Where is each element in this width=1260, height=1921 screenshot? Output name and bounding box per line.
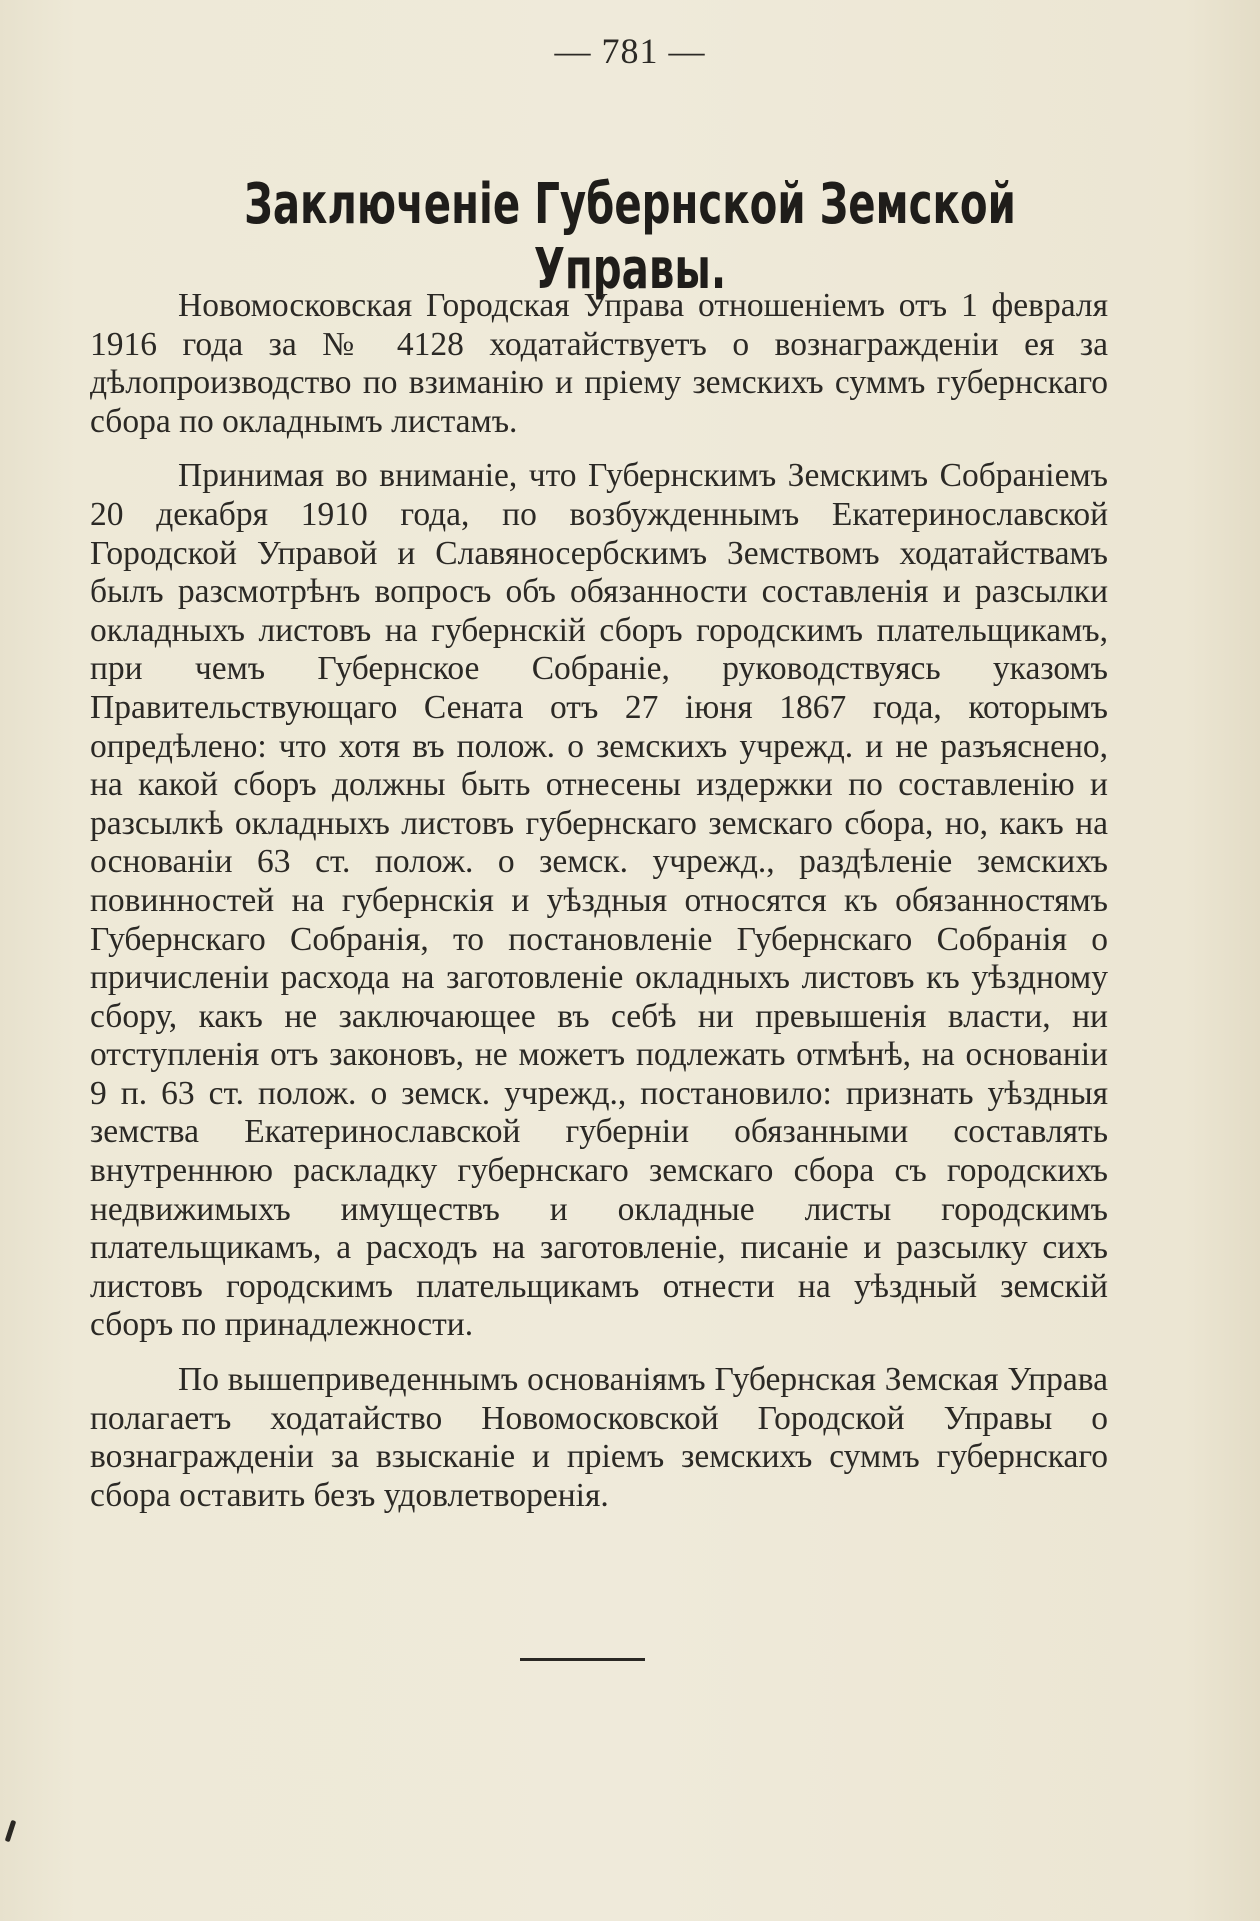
document-body (90, 287, 1108, 1515)
scan-edge-mark (5, 1820, 17, 1842)
closing-rule (520, 1658, 645, 1661)
page-number: — 781 — (554, 31, 706, 71)
paragraph-petition: Новомосковская Городская Управа отношеніемъ отъ 1 февраля 1916 года за № 4128 ходатайствуетъ о вознагражденіи ея за дѣлопроизводство по взиманію и пріему земскихъ суммъ губернскаго сбора по окладнымъ листамъ. (90, 287, 1108, 440)
paragraph-conclusion: По вышеприведеннымъ основаніямъ Губернская Земская Управа полагаетъ ходатайство Новомосковской Городской Управы о вознагражденіи за взысканіе и пріемъ земскихъ суммъ губернскаго сбора оставить безъ удовлетворенія. (90, 1361, 1108, 1514)
paragraph-considerations: Принимая во вниманіе, что Губернскимъ Земскимъ Собраніемъ 20 декабря 1910 года, по возбужденнымъ Екатеринославской Городской Управой и Славяносербскимъ Земствомъ ходатайствамъ былъ разсмотрѣнъ вопросъ объ обязанности составленія и разсылки окладныхъ листовъ на губернскій сборъ городскимъ плательщикамъ, при чемъ Губернское Собраніе, руководствуясь указомъ Правительствующаго Сената отъ 27 іюня 1867 года, которымъ опредѣлено: что хотя въ полож. о земскихъ учрежд. и не разъяснено, на какой сборъ должны быть отнесены издержки по составленію и разсылкѣ окладныхъ листовъ губернскаго земскаго сбора, но, какъ на основаніи 63 ст. полож. о земск. учрежд., раздѣленіе земскихъ повинностей на губернскія и уѣздныя относятся къ обязанностямъ Губернскаго Собранія, то постановленіе Губернскаго Собранія о причисленіи расхода на заготовленіе окладныхъ листовъ къ уѣздному сбору, какъ не заключающее въ себѣ ни превышенія власти, ни отступленія отъ законовъ, не можетъ подлежать отмѣнѣ, на основаніи 9 п. 63 ст. полож. о земск. учрежд., постановило: признать уѣздныя земства Екатеринославской губерніи обязанными составлять внутреннюю раскладку губернскаго земскаго сбора съ городскихъ недвижимыхъ имуществъ и окладные листы городскимъ плательщикамъ, а расходъ на заготовленіе, писаніе и разсылку сихъ листовъ городскимъ плательщикамъ отнести на уѣздный земскій сборъ по принадлежности. (90, 457, 1108, 1344)
page-title: Заключеніе Губернской Земской Управы. (244, 172, 1016, 302)
